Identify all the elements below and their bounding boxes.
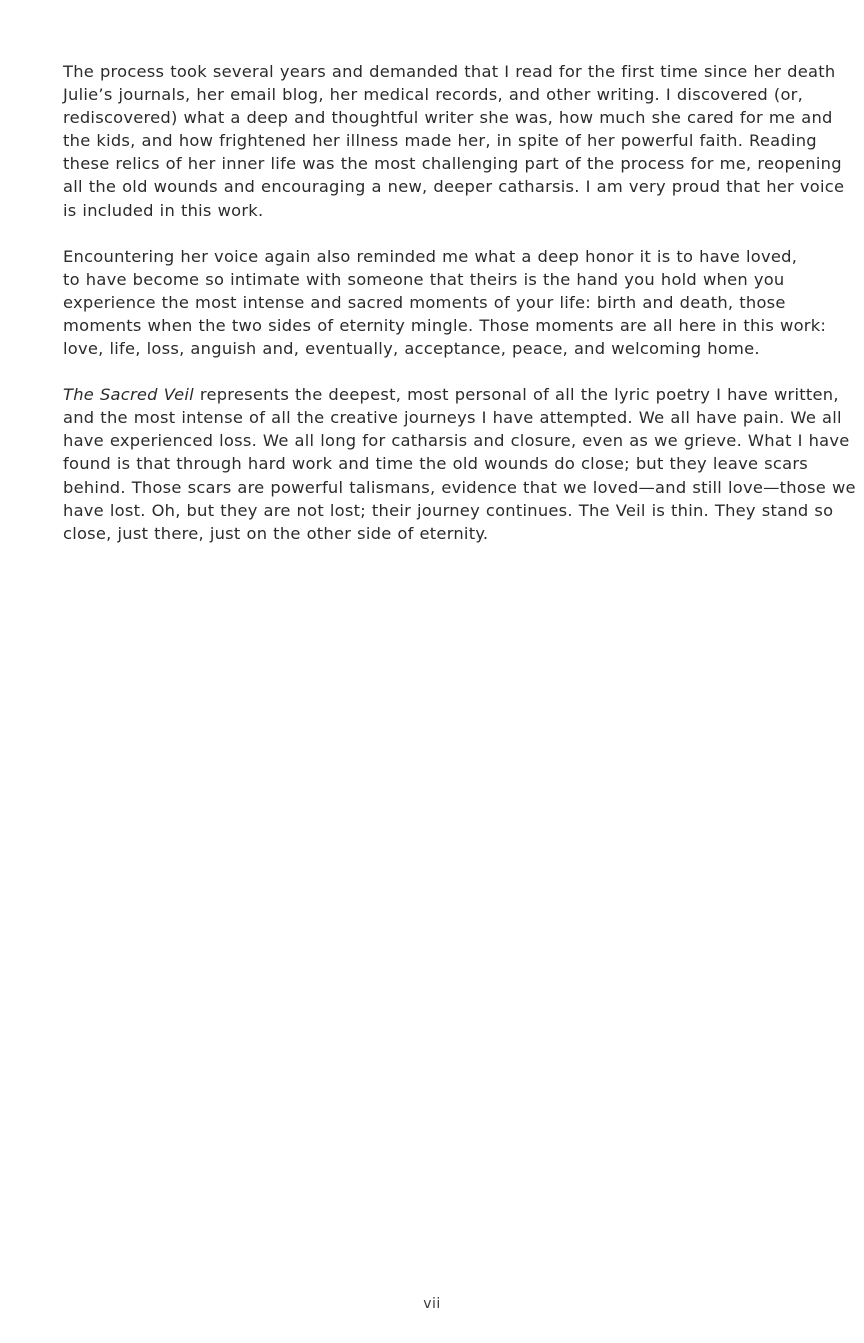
text-line-rest: represents the deepest, most personal of all the lyric poetry I have written, bbox=[193, 385, 839, 405]
text-line bbox=[63, 383, 839, 406]
text-line: found is that through hard work and time the old wounds do close; but they leave scars bbox=[63, 454, 809, 474]
text-line: these relics of her inner life was the most challenging part of the process for me, reopening bbox=[63, 154, 842, 174]
text-line: Encountering her voice again also reminded me what a deep honor it is to have loved, bbox=[63, 246, 798, 266]
text-line: behind. Those scars are powerful talismans, evidence that we loved—and still love—those we bbox=[63, 477, 856, 497]
text-line: the kids, and how frightened her illness made her, in spite of her powerful faith. Reading bbox=[63, 131, 817, 151]
text-line: to have become so intimate with someone that theirs is the hand you hold when you bbox=[63, 269, 785, 289]
text-line: moments when the two sides of eternity mingle. Those moments are all here in this work: bbox=[63, 315, 827, 335]
book-title: The Sacred Veil bbox=[63, 385, 194, 405]
text-line: rediscovered) what a deep and thoughtful writer she was, how much she cared for me and bbox=[63, 108, 833, 128]
body-text bbox=[63, 60, 856, 568]
text-line: experience the most intense and sacred moments of your life: birth and death, those bbox=[63, 292, 786, 312]
paragraph-1 bbox=[63, 60, 845, 222]
text-line: close, just there, just on the other side of eternity. bbox=[63, 523, 489, 543]
paragraph-2 bbox=[63, 245, 827, 360]
text-line: is included in this work. bbox=[63, 200, 264, 220]
text-line: all the old wounds and encouraging a new, deeper catharsis. I am very proud that her voice bbox=[63, 177, 845, 197]
text-line: Julie’s journals, her email blog, her medical records, and other writing. I discovered (or, bbox=[63, 85, 804, 105]
page-number: vii bbox=[423, 1296, 441, 1312]
text-line: The process took several years and demanded that I read for the first time since her death bbox=[63, 62, 836, 81]
text-line: have experienced loss. We all long for catharsis and closure, even as we grieve. What I have bbox=[63, 431, 850, 451]
text-line: have lost. Oh, but they are not lost; their journey continues. The Veil is thin. They stand so bbox=[63, 500, 834, 520]
text-line: and the most intense of all the creative journeys I have attempted. We all have pain. We all bbox=[63, 408, 842, 428]
paragraph-3 bbox=[63, 383, 856, 545]
text-line: love, life, loss, anguish and, eventually, acceptance, peace, and welcoming home. bbox=[63, 339, 760, 359]
